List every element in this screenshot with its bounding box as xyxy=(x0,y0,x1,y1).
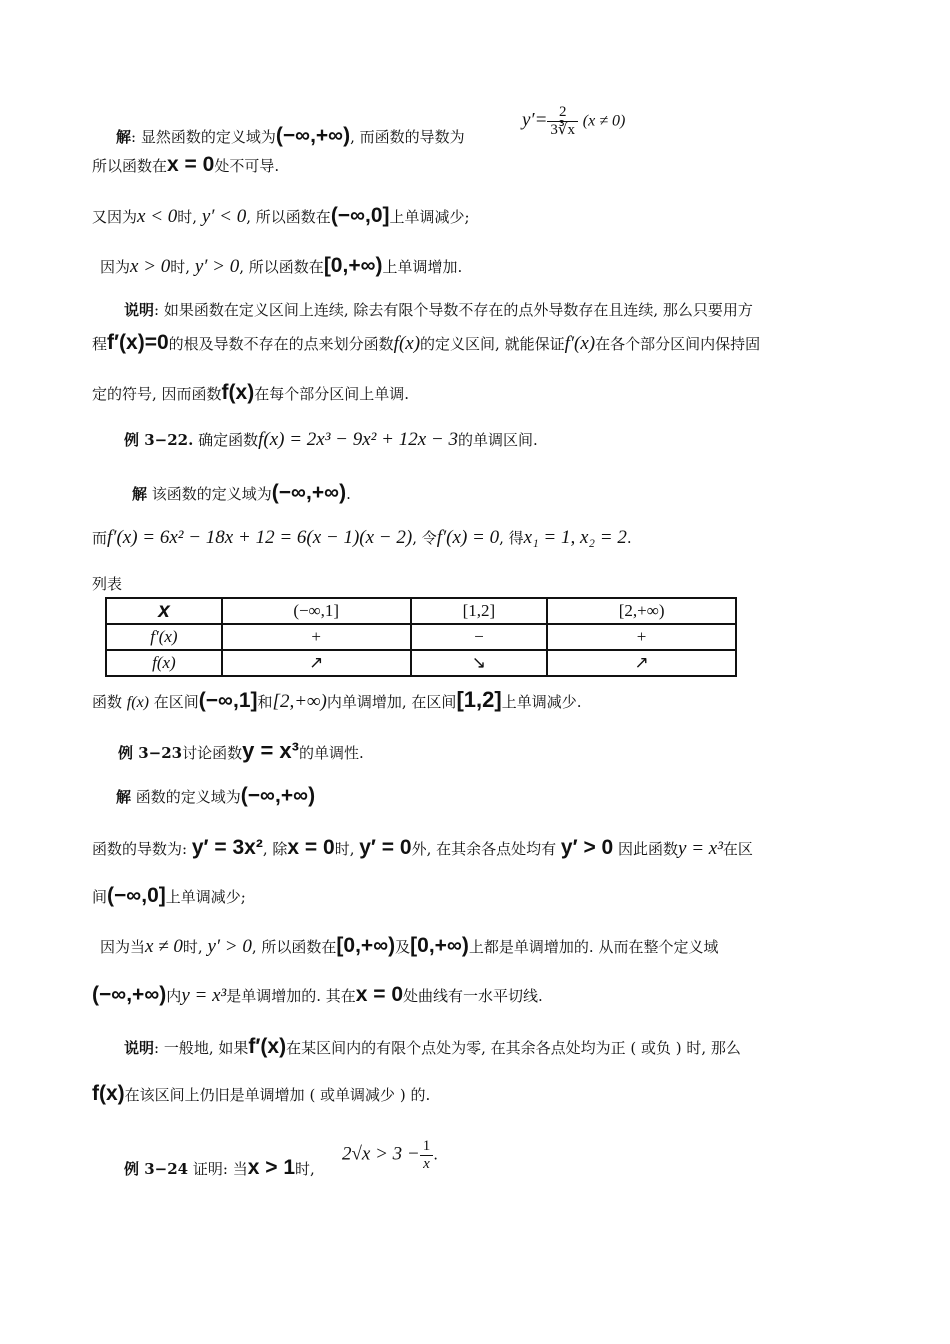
math-domain: (−∞,+∞) xyxy=(92,983,167,1006)
solution-line xyxy=(92,985,543,1006)
solution-label: 解 xyxy=(132,485,148,503)
paragraph-line xyxy=(100,256,462,277)
text: , 除 xyxy=(262,840,288,858)
math-derivative-lhs: y′= xyxy=(522,109,548,131)
math-inline: f(x) xyxy=(221,381,255,404)
math-interval: (−∞,0] xyxy=(330,204,390,227)
note-label: 说明 xyxy=(124,1039,155,1057)
text: 而 xyxy=(92,529,108,547)
math-inline: x > 1 xyxy=(247,1156,295,1179)
math-interval: (−∞,0] xyxy=(107,884,166,907)
math-fraction xyxy=(547,104,578,139)
note-line xyxy=(124,1037,741,1058)
text: 上单调减少. xyxy=(501,693,582,711)
fraction-numerator: 2 xyxy=(547,104,578,122)
text: 和 xyxy=(257,693,273,711)
solution-label: 解 xyxy=(116,788,132,806)
math-inline: y = x³ xyxy=(181,985,227,1006)
example-label: 例 3−23 xyxy=(118,744,183,762)
table-header-cell: [2,+∞) xyxy=(547,598,736,624)
paragraph-line xyxy=(92,155,279,176)
text: 在区间 xyxy=(153,693,199,711)
solution-line xyxy=(92,838,753,859)
text: 函数 xyxy=(92,693,123,711)
math-domain: (−∞,+∞) xyxy=(275,124,351,147)
table-header-cell: x xyxy=(106,598,222,624)
table-cell: f′(x) xyxy=(106,624,222,650)
math-inline: x < 0 xyxy=(137,206,178,227)
text: 在该区间上仍旧是单调增加 ( 或单调减少 ) 的. xyxy=(124,1086,431,1104)
solution-line xyxy=(132,483,351,504)
example-heading xyxy=(124,1158,315,1179)
text: . xyxy=(346,485,351,503)
math-domain: (−∞,+∞) xyxy=(240,784,316,807)
text: 时, xyxy=(295,1160,315,1178)
solution-line xyxy=(92,528,632,548)
inequality-formula xyxy=(342,1138,438,1173)
text: 间 xyxy=(92,888,108,906)
math-inline: f′(x)=0 xyxy=(107,331,169,354)
text: 上都是单调增加的. 从而在整个定义域 xyxy=(468,938,719,956)
text: 的单调区间. xyxy=(457,431,538,449)
text: , 所以函数在 xyxy=(239,258,324,276)
table-cell: + xyxy=(547,624,736,650)
example-heading xyxy=(118,738,364,763)
math-equation: f′(x) = 0 xyxy=(436,527,500,548)
text: 确定函数 xyxy=(193,431,259,449)
note-line xyxy=(92,333,760,354)
math-inline: f(x) xyxy=(92,1082,125,1105)
solution-line xyxy=(92,886,246,907)
math-inline: f′(x) xyxy=(248,1035,287,1058)
text: , 令 xyxy=(412,529,437,547)
table-caption: 列表 xyxy=(92,575,123,593)
variation-table xyxy=(105,597,737,677)
example-heading xyxy=(124,430,538,450)
text: 讨论函数 xyxy=(182,744,243,762)
table-header-cell: (−∞,1] xyxy=(222,598,411,624)
text: 程 xyxy=(92,335,108,353)
text: 上单调增加. xyxy=(382,258,463,276)
math-function: y = x³ xyxy=(242,738,299,763)
math-interval: [1,2] xyxy=(456,687,502,712)
text: 及 xyxy=(395,938,411,956)
math-inline: y = x³ xyxy=(678,838,723,859)
note-line xyxy=(92,1084,430,1105)
math-inline: x = 0 xyxy=(287,836,335,859)
text: : 一般地, 如果 xyxy=(154,1039,249,1057)
table-cell: ↗ xyxy=(222,650,411,676)
text: 时, xyxy=(170,258,191,276)
text: , 所以函数在 xyxy=(246,208,331,226)
math-domain: (−∞,+∞) xyxy=(271,481,347,504)
text: : 如果函数在定义区间上连续, 除去有限个导数不存在的点外导数存在且连续, 那么只要用方 xyxy=(154,301,753,319)
derivative-formula xyxy=(522,104,625,139)
math-inline: x = 0 xyxy=(355,983,404,1006)
note-label: 说明 xyxy=(124,301,155,319)
math-interval: [2,+∞) xyxy=(272,691,327,712)
math-condition: (x ≠ 0) xyxy=(582,112,626,130)
text: : 显然函数的定义域为 xyxy=(131,128,276,146)
math-inline: y′ > 0 xyxy=(194,256,240,277)
note-line xyxy=(92,383,409,404)
solution-intro-line xyxy=(116,126,465,147)
text: 证明: 当 xyxy=(188,1160,248,1178)
text: 所以函数在 xyxy=(92,157,168,175)
text: 在某区间内的有限个点处为零, 在其余各点处均为正 ( 或负 ) 时, 那么 xyxy=(286,1039,741,1057)
table-cell: + xyxy=(222,624,411,650)
text: , 所以函数在 xyxy=(251,938,337,956)
solution-label: 解 xyxy=(116,128,132,146)
text: . xyxy=(433,1145,439,1164)
text: 又因为 xyxy=(92,208,138,226)
text: , 得 xyxy=(499,529,524,547)
text: . xyxy=(626,529,632,547)
text: 上单调减少; xyxy=(165,888,246,906)
text: 在区 xyxy=(722,840,753,858)
table-row xyxy=(106,624,736,650)
table-cell: − xyxy=(411,624,548,650)
text: 因为 xyxy=(100,258,131,276)
text: 上单调减少; xyxy=(389,208,470,226)
math-fraction xyxy=(420,1138,434,1173)
text: 内 xyxy=(166,987,182,1005)
math-interval: [0,+∞) xyxy=(410,934,469,957)
text: 时, xyxy=(334,840,355,858)
text: 的单调性. xyxy=(299,744,364,762)
math-inline: f′(x) xyxy=(564,333,596,354)
solution-line xyxy=(100,936,718,957)
table-header-row xyxy=(106,598,736,624)
math-inline: y′ > 0 xyxy=(560,836,614,859)
math-inline: y′ = 3x² xyxy=(191,836,263,859)
solution-line xyxy=(116,786,315,807)
fraction-denominator: x xyxy=(423,1156,430,1172)
fraction-denominator: 3∛x xyxy=(550,122,575,138)
math-inline: y′ > 0 xyxy=(207,936,252,957)
math-inline: x = 0 xyxy=(167,153,215,176)
math-inline: x ≠ 0 xyxy=(145,936,183,957)
text: 处不可导. xyxy=(214,157,280,175)
text: 的根及导数不存在的点来划分函数 xyxy=(168,335,394,353)
math-inequality-lhs: 2√x > 3 − xyxy=(342,1143,420,1165)
math-interval: (−∞,1] xyxy=(198,689,258,712)
text: 内单调增加, 在区间 xyxy=(326,693,457,711)
math-inline: f(x) xyxy=(126,694,149,711)
text: 的定义区间, 就能保证 xyxy=(420,335,565,353)
text: 是单调增加的. 其在 xyxy=(226,987,356,1005)
text: , 而函数的导数为 xyxy=(350,128,465,146)
text: 在各个部分区间内保持固 xyxy=(595,335,761,353)
text: 时, xyxy=(182,938,203,956)
paragraph-line xyxy=(92,206,470,227)
fraction-numerator: 1 xyxy=(420,1138,434,1156)
example-label: 例 3−24 xyxy=(124,1160,189,1178)
text: 因为当 xyxy=(100,938,146,956)
math-interval: [0,+∞) xyxy=(323,254,383,277)
math-inline: y′ = 0 xyxy=(359,836,412,859)
text: 处曲线有一水平切线. xyxy=(403,987,543,1005)
text: 因此函数 xyxy=(613,840,679,858)
table-cell: ↘ xyxy=(411,650,548,676)
text: 函数的导数为: xyxy=(92,840,188,858)
math-derivative: f′(x) = 6x² − 18x + 12 = 6(x − 1)(x − 2) xyxy=(107,527,413,548)
table-cell: f(x) xyxy=(106,650,222,676)
math-function: f(x) = 2x³ − 9x² + 12x − 3 xyxy=(258,429,458,450)
note-line xyxy=(124,300,753,320)
text: 时, xyxy=(177,208,198,226)
math-inline: x > 0 xyxy=(130,256,171,277)
table-row xyxy=(106,650,736,676)
text: 外, 在其余各点处均有 xyxy=(411,840,557,858)
text: 在每个部分区间上单调. xyxy=(254,385,409,403)
text: 定的符号, 因而函数 xyxy=(92,385,222,403)
table-cell: ↗ xyxy=(547,650,736,676)
example-label: 例 3−22. xyxy=(124,431,194,449)
text: 该函数的定义域为 xyxy=(147,485,272,503)
math-interval: [0,+∞) xyxy=(336,934,396,957)
math-inline: y′ < 0 xyxy=(201,206,247,227)
math-inline: f(x) xyxy=(393,333,421,354)
text: 函数的定义域为 xyxy=(131,788,241,806)
table-header-cell: [1,2] xyxy=(411,598,548,624)
conclusion-line xyxy=(92,687,582,713)
math-roots: x₁ = 1, x₂ = 2 xyxy=(523,527,627,548)
